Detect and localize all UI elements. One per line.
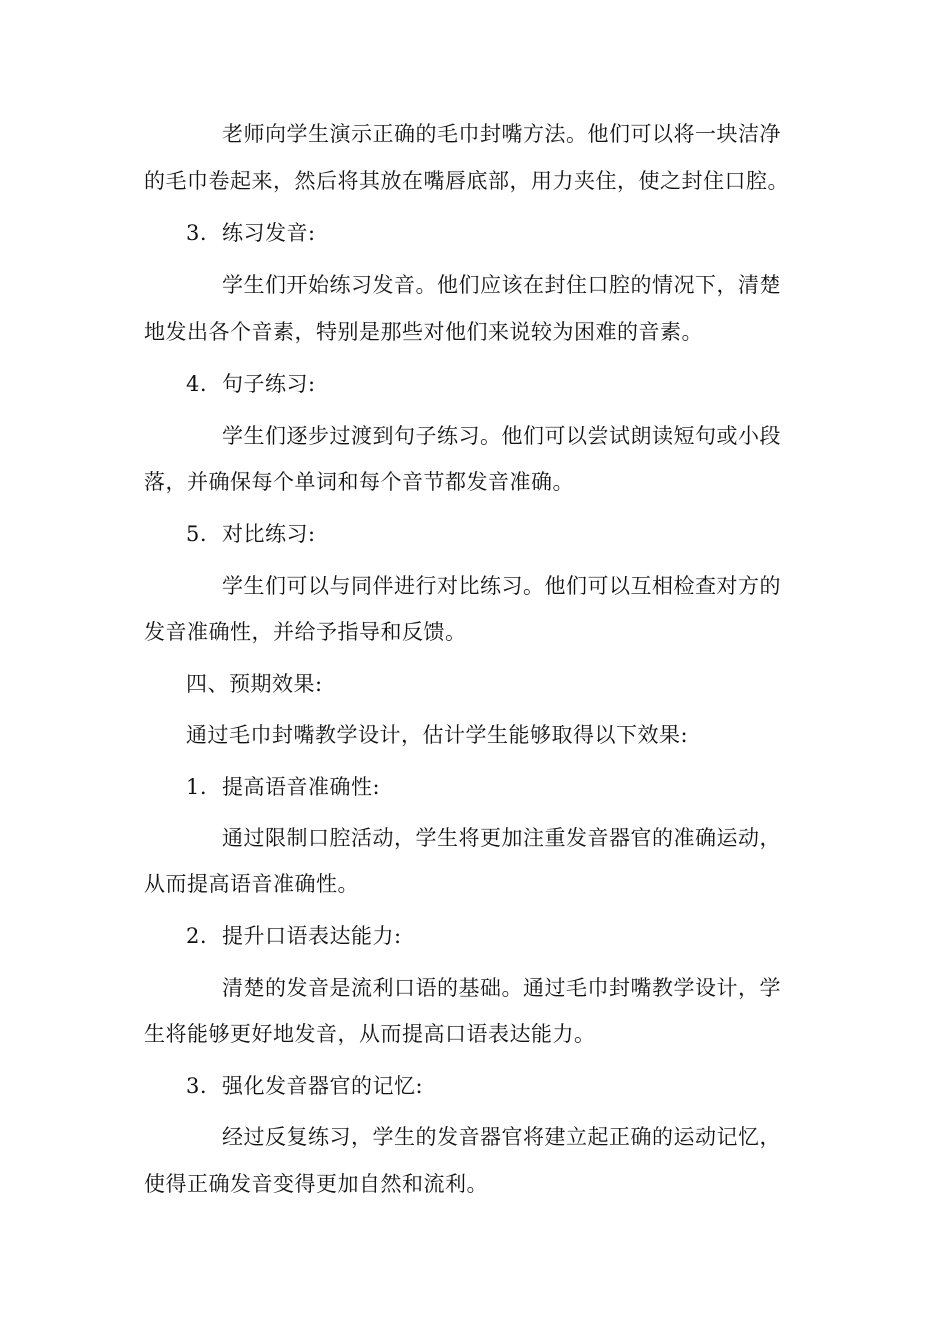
paragraph-line: 学生们逐步过渡到句子练习。他们可以尝试朗读短句或小段 — [222, 424, 781, 448]
paragraph-line: 使得正确发音变得更加自然和流利。 — [144, 1172, 488, 1196]
section-heading: 四、预期效果: — [186, 672, 323, 696]
heading-text: 强化发音器官的记忆: — [222, 1074, 424, 1098]
heading-number: 2. — [186, 924, 208, 948]
heading-text: 提高语音准确性: — [222, 775, 381, 799]
heading-text: 练习发音: — [222, 221, 316, 245]
heading-text: 句子练习: — [222, 372, 316, 396]
paragraph-line: 地发出各个音素，特别是那些对他们来说较为困难的音素。 — [144, 320, 703, 344]
heading-text: 提升口语表达能力: — [222, 924, 402, 948]
heading-text: 对比练习: — [222, 522, 316, 546]
heading-number: 4. — [186, 372, 208, 396]
numbered-heading — [186, 518, 316, 548]
heading-number: 3. — [186, 221, 208, 245]
paragraph-line: 清楚的发音是流利口语的基础。通过毛巾封嘴教学设计，学 — [222, 976, 781, 1000]
paragraph-line: 的毛巾卷起来，然后将其放在嘴唇底部，用力夹住，使之封住口腔。 — [144, 169, 789, 193]
numbered-heading — [186, 920, 402, 950]
paragraph-line: 通过限制口腔活动，学生将更加注重发音器官的准确运动， — [222, 826, 781, 850]
paragraph-line: 发音准确性，并给予指导和反馈。 — [144, 620, 467, 644]
heading-number: 1. — [186, 775, 208, 799]
paragraph-line: 学生们开始练习发音。他们应该在封住口腔的情况下，清楚 — [222, 273, 781, 297]
paragraph-line: 生将能够更好地发音，从而提高口语表达能力。 — [144, 1022, 596, 1046]
paragraph-line: 老师向学生演示正确的毛巾封嘴方法。他们可以将一块洁净 — [222, 122, 781, 146]
paragraph-line: 落，并确保每个单词和每个音节都发音准确。 — [144, 470, 574, 494]
heading-number: 5. — [186, 522, 208, 546]
heading-number: 3. — [186, 1074, 208, 1098]
numbered-heading — [186, 217, 316, 247]
paragraph-line: 通过毛巾封嘴教学设计，估计学生能够取得以下效果: — [186, 723, 689, 747]
numbered-heading — [186, 1070, 423, 1100]
numbered-heading — [186, 771, 380, 801]
paragraph-line: 从而提高语音准确性。 — [144, 872, 359, 896]
numbered-heading — [186, 368, 316, 398]
paragraph-line: 经过反复练习，学生的发音器官将建立起正确的运动记忆， — [222, 1125, 781, 1149]
paragraph-line: 学生们可以与同伴进行对比练习。他们可以互相检查对方的 — [222, 574, 781, 598]
